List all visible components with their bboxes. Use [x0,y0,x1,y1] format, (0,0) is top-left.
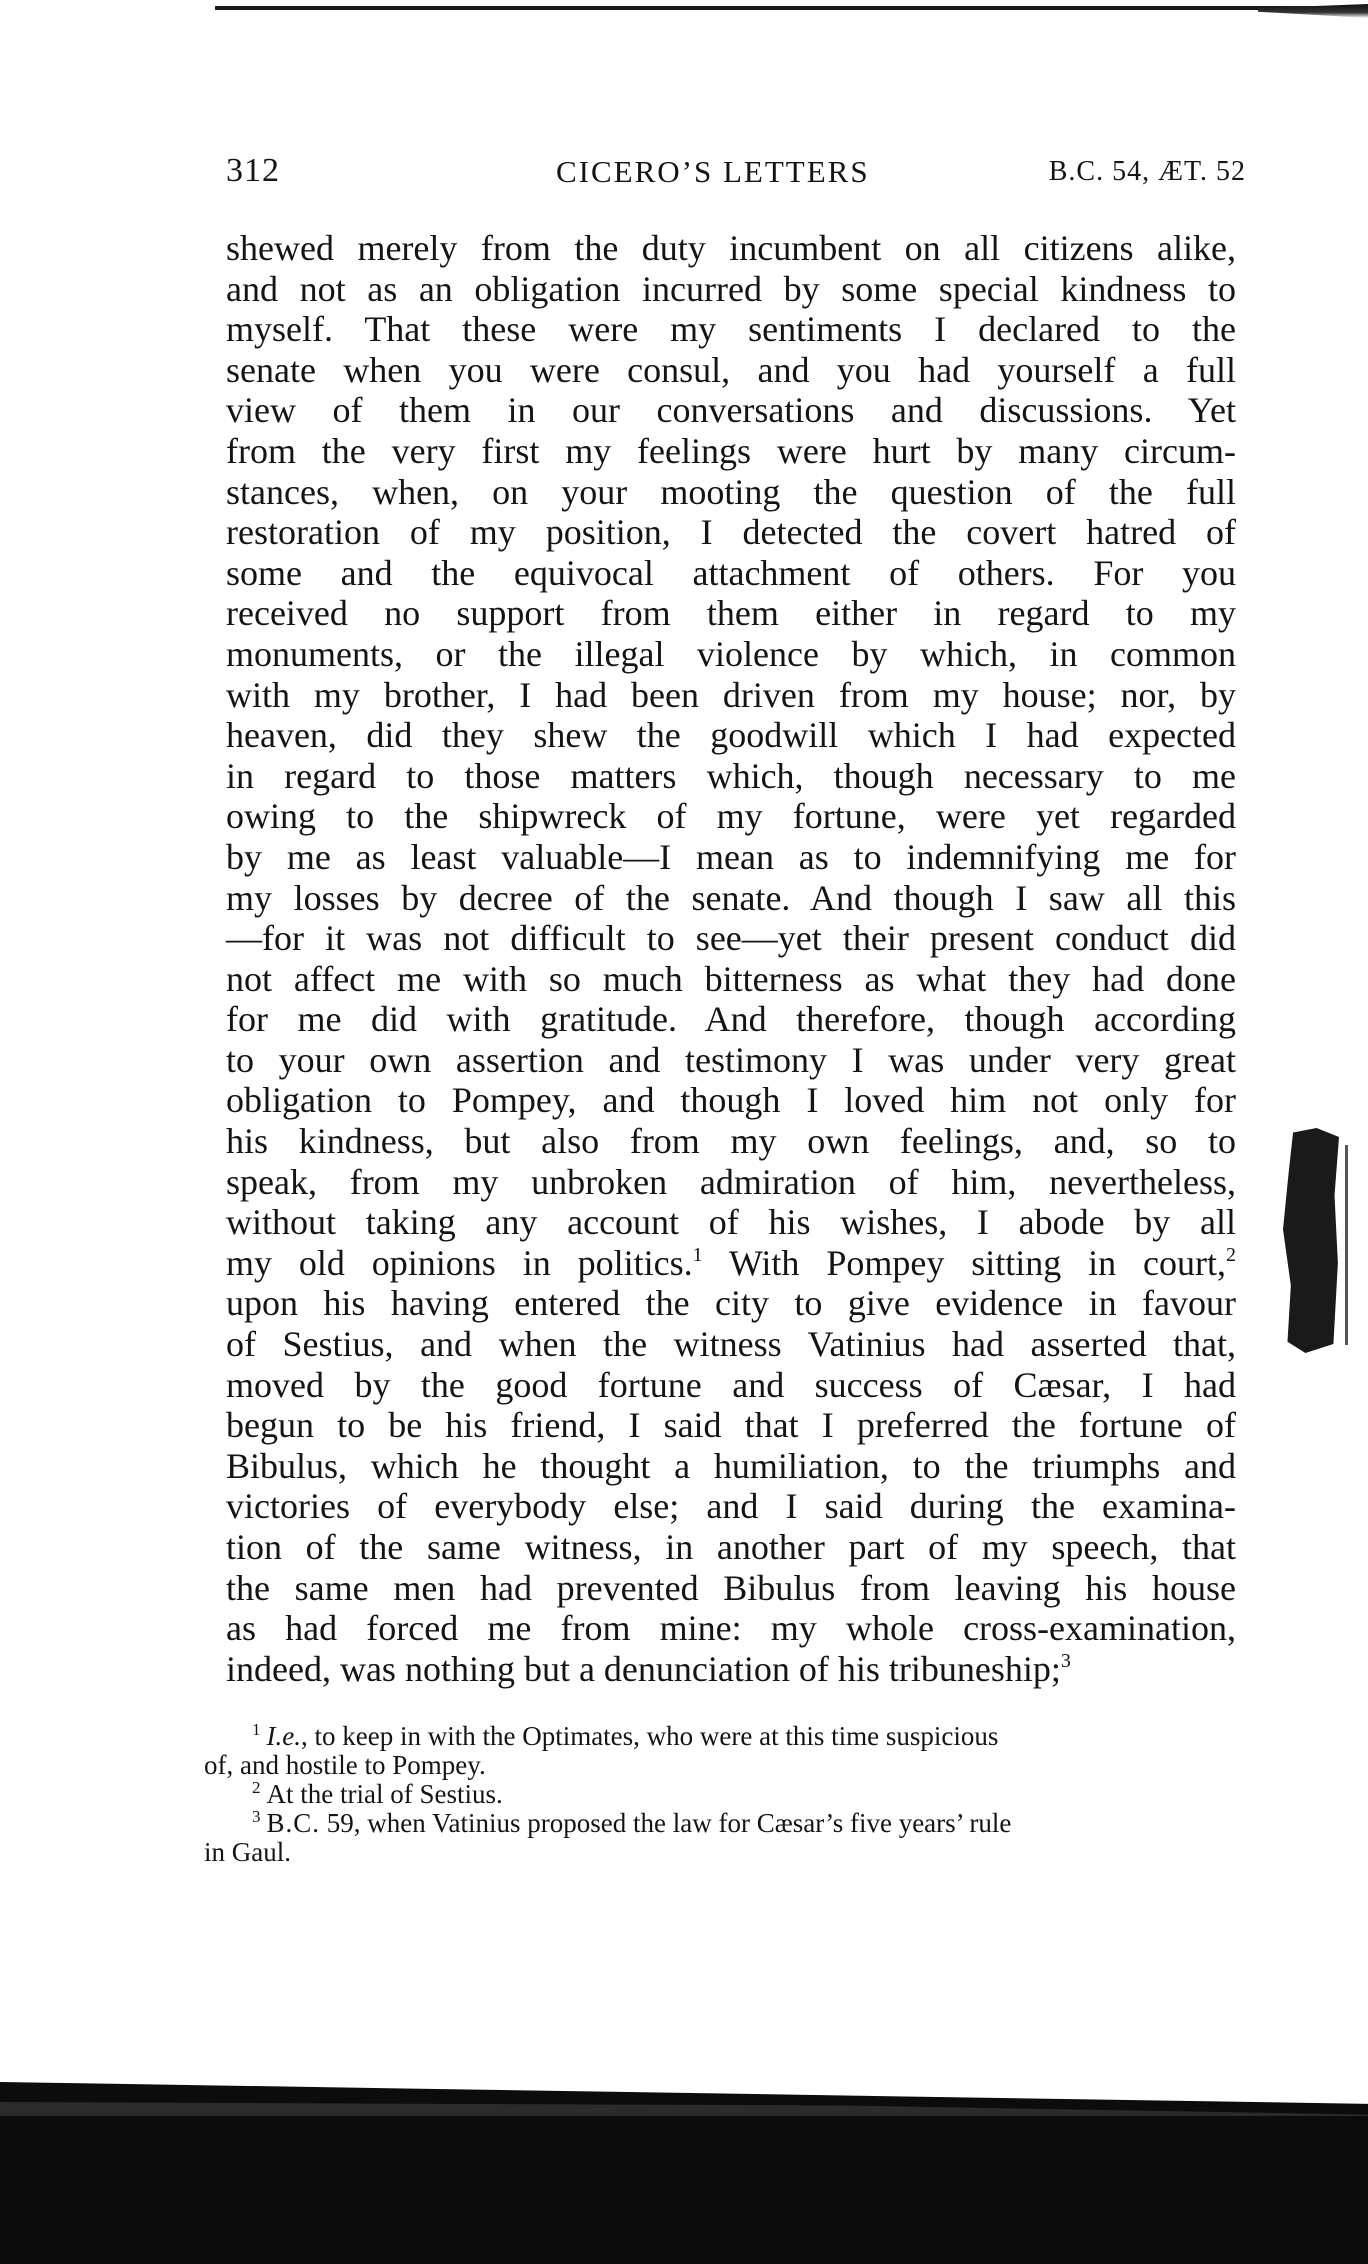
body-line: by me as least valuable—I mean as to indemnifying me for [226,836,1236,877]
body-line: without taking any account of his wishes, I abode by all [226,1202,1236,1243]
body-line: view of them in our conversations and discussions. Yet [226,390,1236,431]
top-scan-rule [215,6,1368,10]
note-reference-2[interactable]: 2 [1226,1243,1237,1266]
footnotes [204,1722,1234,1867]
body-line: to your own assertion and testimony I was under very great [226,1039,1236,1080]
body-line: shewed merely from the duty incumbent on all citizens alike, [226,228,1236,268]
body-line: the same men had prevented Bibulus from leaving his house [226,1567,1236,1608]
body-line: upon his having entered the city to give evidence in favour [226,1283,1236,1324]
body-line: begun to be his friend, I said that I preferred the fortune of [226,1405,1236,1446]
body-line: my losses by decree of the senate. And though I saw all this [226,877,1236,918]
body-line: of Sestius, and when the witness Vatinius had asserted that, [226,1324,1236,1365]
body-line: and not as an obligation incurred by some special kindness to [226,268,1236,309]
footnote-2-marker: 2 [252,1778,261,1797]
body-line: senate when you were consul, and you had yourself a full [226,349,1236,390]
body-line: moved by the good fortune and success of Cæsar, I had [226,1364,1236,1405]
footnote-2-text: At the trial of Sestius. [266,1779,503,1809]
body-line: myself. That these were my sentiments I declared to the [226,309,1236,350]
body-line: not affect me with so much bitterness as what they had done [226,958,1236,999]
body-line: owing to the shipwreck of my fortune, were yet regarded [226,796,1236,837]
body-line: —for it was not difficult to see—yet their present conduct did [226,918,1236,959]
body-line: Bibulus, which he thought a humiliation, to the triumphs and [226,1445,1236,1486]
footnote-3-era: B.C. [266,1808,321,1838]
note-reference-3[interactable]: 3 [1060,1649,1071,1672]
body-line: speak, from my unbroken admiration of him, nevertheless, [226,1161,1236,1202]
scan-edge-line [1345,1145,1348,1345]
footnote-3-text: 59, when Vatinius proposed the law for Cæsar’s five years’ rule [320,1808,1012,1838]
body-text [226,228,1236,1689]
footnote-1-abbrev: I.e. [266,1721,301,1751]
body-line-text: indeed, was nothing but a denunciation of his tribuneship; [226,1648,1061,1689]
footnote-1-continuation: of, and hostile to Pompey. [204,1750,486,1780]
body-line: in regard to those matters which, though necessary to me [226,755,1236,796]
body-line: monuments, or the illegal violence by which, in common [226,633,1236,674]
body-line: tion of the same witness, in another part of my speech, that [226,1527,1236,1567]
page-number: 312 [226,152,280,189]
footnote-3-continuation: in Gaul. [204,1837,291,1867]
body-line: obligation to Pompey, and though I loved him not only for [226,1080,1236,1121]
body-line: victories of everybody else; and I said during the examina- [226,1486,1236,1527]
footnote-3-marker: 3 [252,1807,261,1826]
footnote-3 [204,1809,1234,1838]
running-title: CICERO’S LETTERS [556,154,870,189]
footnote-1-marker: 1 [252,1720,261,1739]
body-line: for me did with gratitude. And therefore, though according [226,999,1236,1040]
note-reference-1[interactable]: 1 [692,1243,703,1266]
body-line-with-notes [226,1243,1236,1284]
body-line-text: my old opinions in politics. [226,1242,693,1283]
body-line: received no support from them either in regard to my [226,593,1236,634]
body-line: some and the equivocal attachment of others. For you [226,552,1236,593]
scan-edge-mark [1283,1128,1339,1353]
body-line: heaven, did they shew the goodwill which I had expected [226,715,1236,756]
footnote-1 [204,1722,1234,1751]
body-line-text: With Pompey sitting in court, [702,1242,1227,1283]
running-date: B.C. 54, ÆT. 52 [1048,156,1246,187]
body-line-with-note [226,1649,1236,1690]
footnote-2 [204,1780,1234,1809]
body-line: his kindness, but also from my own feelings, and, so to [226,1121,1236,1162]
body-line: restoration of my position, I detected the covert hatred of [226,512,1236,553]
body-line: as had forced me from mine: my whole cross-examination, [226,1608,1236,1649]
running-head [226,152,1246,196]
body-line: stances, when, on your mooting the question of the full [226,471,1236,512]
footnote-1-text: , to keep in with the Optimates, who were at this time suspicious [300,1721,999,1751]
body-line: with my brother, I had been driven from my house; nor, by [226,674,1236,715]
body-line: from the very first my feelings were hurt by many circum- [226,430,1236,471]
